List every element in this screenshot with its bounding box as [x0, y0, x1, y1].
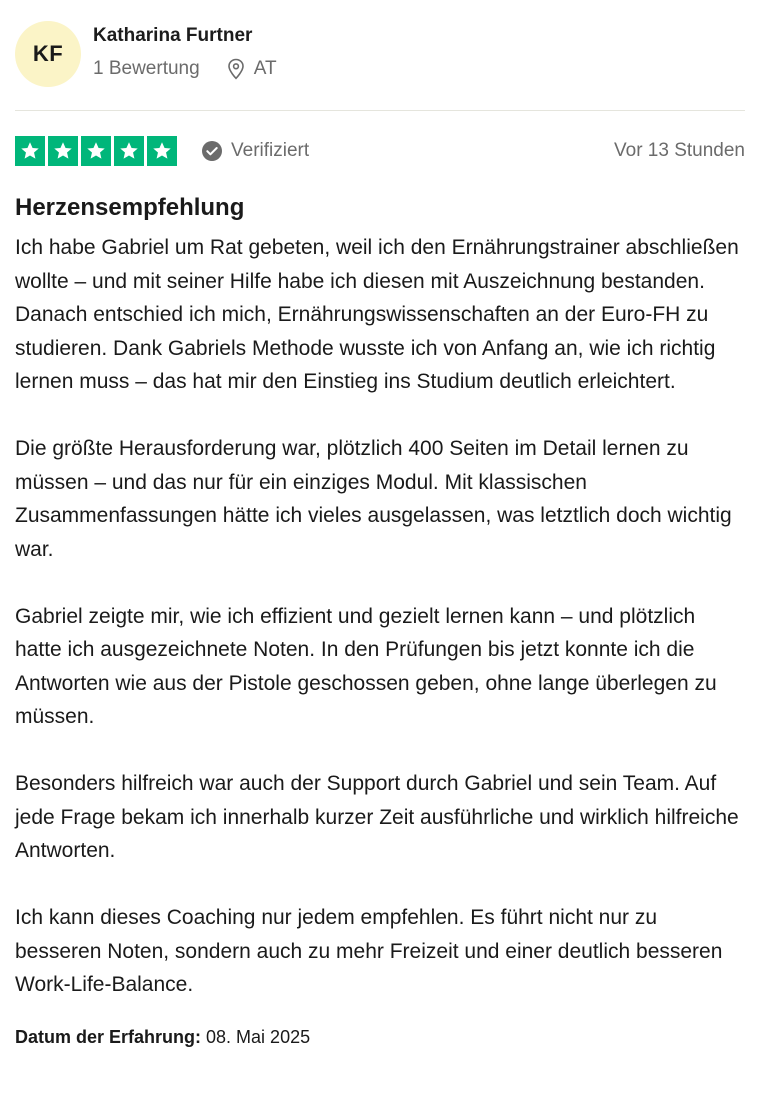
experience-date — [15, 1025, 745, 1049]
review-paragraph: Ich habe Gabriel um Rat gebeten, weil ich den Ernährungstrainer abschließen wollte – und mit seiner Hilfe habe ich diesen mit Auszeichnung bestanden. Danach entschied ich mich, Ernährungswissenschaften an der Euro-FH zu studieren. Dank Gabriels Methode wusste ich von Anfang an, wie ich richtig lernen muss – das hat mir den Einstieg ins Studium deutlich erleichtert. — [15, 236, 739, 393]
review-paragraph: Die größte Herausforderung war, plötzlich 400 Seiten im Detail lernen zu müssen – und das nur für ein einziges Modul. Mit klassischen Zusammenfassungen hätte ich vieles ausgelassen, was letztlich doch wichtig war. — [15, 437, 732, 561]
location-pin-icon — [226, 58, 246, 80]
experience-date-value: 08. Mai 2025 — [206, 1026, 311, 1047]
rating-row — [15, 135, 745, 167]
review-paragraph: Ich kann dieses Coaching nur jedem empfehlen. Es führt nicht nur zu besseren Noten, sondern auch zu mehr Freizeit und einer deutlich besseren Work-Life-Balance. — [15, 906, 723, 996]
review-paragraph: Gabriel zeigte mir, wie ich effizient und gezielt lernen kann – und plötzlich hatte ich ausgezeichnete Noten. In den Prüfungen bis jetzt konnte ich die Antworten wie aus der Pistole geschossen geben, ohne lange überlegen zu müssen. — [15, 604, 717, 728]
reviewer-meta — [93, 57, 277, 81]
reviewer-name[interactable]: Katharina Furtner — [93, 25, 253, 46]
avatar[interactable] — [15, 21, 81, 87]
reviewer-info — [93, 24, 277, 81]
review-title[interactable]: Herzensempfehlung — [15, 194, 245, 221]
star-rating — [15, 136, 177, 166]
review-count: 1 Bewertung — [93, 58, 200, 79]
reviewer-country: AT — [253, 58, 277, 79]
star-icon — [48, 136, 78, 166]
review-paragraph: Besonders hilfreich war auch der Support durch Gabriel und sein Team. Auf jede Frage bekam ich innerhalb kurzer Zeit ausführliche und wirklich hilfreiche Antworten. — [15, 772, 739, 862]
star-icon — [15, 136, 45, 166]
review-body — [15, 231, 745, 1002]
star-icon — [147, 136, 177, 166]
experience-date-label: Datum der Erfahrung: — [15, 1026, 202, 1047]
verified-label: Verifiziert — [231, 140, 310, 161]
review-card — [15, 0, 745, 1049]
check-circle-icon — [201, 140, 223, 162]
star-icon — [114, 136, 144, 166]
reviewer-location — [226, 57, 277, 81]
posted-time: Vor 13 Stunden — [614, 140, 745, 161]
verified-badge[interactable] — [201, 140, 309, 162]
star-icon — [81, 136, 111, 166]
avatar-initials: KF — [32, 41, 64, 66]
reviewer-header — [15, 0, 745, 111]
